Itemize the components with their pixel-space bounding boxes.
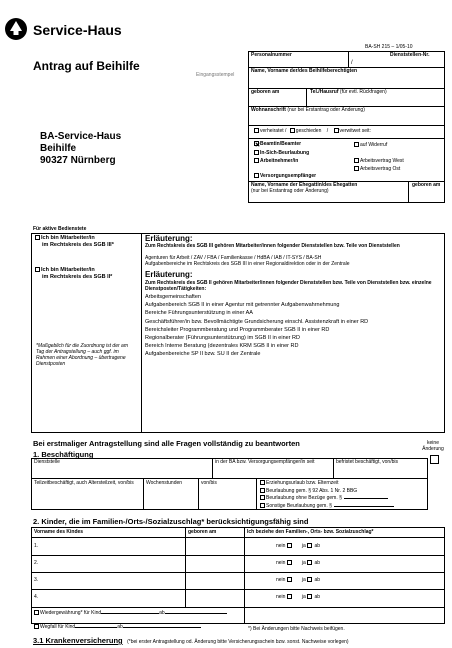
verheiratet-checkbox[interactable] bbox=[254, 128, 259, 133]
ja-label: ja bbox=[301, 594, 306, 600]
geschieden-checkbox[interactable] bbox=[290, 128, 295, 133]
child-zuschlag-options bbox=[276, 543, 320, 549]
tel-label[interactable]: Tel./Hausruf (für evtl. Rückfragen) bbox=[310, 89, 387, 95]
widerruf-checkbox[interactable] bbox=[354, 142, 359, 147]
arbeitnehmer-checkbox[interactable] bbox=[254, 158, 259, 163]
nein-label: nein bbox=[276, 594, 286, 600]
nein-checkbox[interactable] bbox=[287, 577, 292, 582]
arrow-logo-icon bbox=[5, 18, 27, 40]
erl1-title: Erläuterung: bbox=[145, 234, 193, 243]
ja-checkbox[interactable] bbox=[307, 594, 312, 599]
geboren-label[interactable]: geboren am bbox=[251, 89, 280, 95]
form-code: BA-SH 215 – 1/05-10 bbox=[365, 44, 413, 50]
ab-label: ab bbox=[314, 543, 321, 549]
wegfall-checkbox[interactable] bbox=[34, 624, 39, 629]
erl1-line: Agenturen für Arbeit / ZAV / FBA / Familienkasse / HdBA / IAB / IT-SYS / BA-SH bbox=[145, 255, 322, 261]
wegfall-row[interactable]: Wegfall für Kind ab bbox=[34, 624, 201, 630]
versorgung-checkbox[interactable] bbox=[254, 173, 259, 178]
nein-label: nein bbox=[276, 577, 286, 583]
child-row-number: 2. bbox=[34, 560, 39, 566]
brand-name: Service-Haus bbox=[33, 22, 122, 38]
erl2-line: Geschäftsführer/in bzw. Bevollmächtigte Grundsicherung einschl. Assistenzkraft in einer RD bbox=[145, 318, 369, 325]
address-line: BA-Service-Haus bbox=[40, 131, 122, 142]
verwitwet-checkbox[interactable] bbox=[334, 128, 339, 133]
vonbis-label[interactable]: von/bis bbox=[201, 480, 217, 486]
child-row-number: 1. bbox=[34, 543, 39, 549]
nein-checkbox[interactable] bbox=[287, 594, 292, 599]
wiedergewaehrung-row[interactable]: Wiedergewährung* für Kind ab bbox=[34, 610, 227, 616]
sgb2-option[interactable]: Ich bin Mitarbeiter/in im Rechtskreis des SGB II* bbox=[35, 267, 112, 280]
erl2-lines bbox=[145, 293, 440, 359]
option-checkbox[interactable] bbox=[260, 480, 265, 485]
erl2-title: Erläuterung: bbox=[145, 270, 193, 279]
nein-checkbox[interactable] bbox=[287, 560, 292, 565]
sonstige-option[interactable]: Sonstige Beurlaubung gem. § bbox=[260, 503, 394, 511]
keine-aenderung: keine Änderung bbox=[422, 440, 444, 452]
child-row-number: 4. bbox=[34, 594, 39, 600]
widerruf-option[interactable]: auf Widerruf bbox=[354, 142, 387, 148]
col-geboren: geboren am bbox=[188, 529, 217, 535]
arbeitsvertrag-ost-option[interactable]: Arbeitsvertrag Ost bbox=[354, 166, 400, 172]
dienststelle-label[interactable]: Dienststelle bbox=[34, 459, 60, 465]
child-zuschlag-options bbox=[276, 577, 320, 583]
col-zuschlag: Ich beziehe den Familien-, Orts- bzw. Sozialzuschlag* bbox=[247, 529, 374, 535]
erl1-line: Aufgabenbereiche im Rechtskreis des SGB III in einer Regionaldirektion oder in der Zentrale bbox=[145, 261, 350, 267]
ja-checkbox[interactable] bbox=[307, 577, 312, 582]
ehegatte-geboren-label[interactable]: geboren am bbox=[412, 182, 441, 188]
beurlaubung-options bbox=[260, 480, 394, 510]
ja-label: ja bbox=[301, 577, 306, 583]
ehegatte-label[interactable]: Name, Vorname der Ehegattin/des Ehegatten (nur bei Erstantrag oder Änderung) bbox=[251, 182, 358, 194]
section2-note: *) Bei Änderungen bitte Nachweis beifügen. bbox=[248, 626, 345, 632]
wohnanschrift-label[interactable]: Wohnanschrift (nur bei Erstantrag oder Änderung) bbox=[251, 107, 365, 113]
eingangsstempel: Eingangsstempel bbox=[196, 72, 235, 78]
erl2-bold: Zum Rechtskreis des SGB II gehören Mitarbeiter/innen folgender Dienststellen bzw. Teile von Dienststellen bzw. einzelne Dienstposten/Tätigkeiten: bbox=[145, 280, 432, 292]
section1-title: 1. Beschäftigung bbox=[33, 450, 94, 459]
address-line: Beihilfe bbox=[40, 143, 77, 154]
personalnummer-label: Personalnummer bbox=[251, 52, 292, 58]
ohne-bezuege-option[interactable]: Beurlaubung ohne Bezüge gem. § bbox=[260, 495, 394, 503]
logo bbox=[5, 18, 27, 40]
col-vorname: Vorname des Kindes bbox=[34, 529, 84, 535]
option-checkbox[interactable] bbox=[260, 503, 265, 508]
erl2-line: Bereiche Führungsunterstützung in einer AA bbox=[145, 310, 253, 317]
child-zuschlag-options bbox=[276, 594, 320, 600]
versorgung-option[interactable]: Versorgungsempfänger bbox=[254, 173, 316, 179]
sgb2-checkbox[interactable] bbox=[35, 267, 40, 272]
erl2-line: Arbeitsgemeinschaften bbox=[145, 294, 201, 300]
erl1-bold: Zum Rechtskreis des SGB III gehören Mitarbeiter/innen folgender Dienststellen bzw. Teile von Dienststellen bbox=[145, 243, 400, 249]
slash: / bbox=[351, 60, 353, 66]
sgb3-checkbox[interactable] bbox=[35, 235, 40, 240]
option-checkbox[interactable] bbox=[260, 495, 265, 500]
ja-checkbox[interactable] bbox=[307, 543, 312, 548]
beamtin-option[interactable]: Beamtin/Beamter bbox=[254, 141, 301, 147]
west-checkbox[interactable] bbox=[354, 158, 359, 163]
beamtin-checkbox[interactable] bbox=[254, 141, 259, 146]
ost-checkbox[interactable] bbox=[354, 166, 359, 171]
page-title: Antrag auf Beihilfe bbox=[33, 59, 140, 73]
ab-label: ab bbox=[314, 577, 321, 583]
erl2-line: Aufgabenbereich SGB II in einer Agentur mit getrennter Aufgabenwahrnehmung bbox=[145, 302, 340, 309]
ja-label: ja bbox=[301, 560, 306, 566]
ja-label: ja bbox=[301, 543, 306, 549]
in-sich-option[interactable]: In-Sich-Beurlaubung bbox=[254, 150, 309, 156]
sgb3-option[interactable]: Ich bin Mitarbeiter/in im Rechtskreis des SGB III* bbox=[35, 235, 114, 248]
nein-label: nein bbox=[276, 560, 286, 566]
erl2-line: Bereich Interne Beratung (dezentrales KRM SGB II in einer RD bbox=[145, 343, 299, 350]
name-label[interactable]: Name, Vorname der/des Beihilfeberechtigten bbox=[251, 68, 358, 74]
child-zuschlag-options bbox=[276, 560, 320, 566]
section2-title: 2. Kinder, die im Familien-/Orts-/Sozialzuschlag* berücksichtigungsfähig sind bbox=[33, 517, 309, 526]
beurlaubung-92-option[interactable]: Beurlaubung gem. § 92 Abs. 1 Nr. 2 BBG bbox=[260, 488, 394, 496]
address-block bbox=[40, 131, 121, 167]
child-row-number: 3. bbox=[34, 577, 39, 583]
arbeitsvertrag-west-option[interactable]: Arbeitsvertrag West bbox=[354, 158, 404, 164]
dienststellen-label: Dienststellen-Nr. bbox=[390, 52, 430, 58]
section3-title-row: 3.1 Krankenversicherung (*bei erster Antragstellung od. Änderung bitte Versicherungsschein bzw. sonst. Nachweise vorlegen) bbox=[33, 636, 349, 645]
befristet-label[interactable]: befristet beschäftigt, von/bis bbox=[336, 459, 398, 465]
erziehungsurlaub-option[interactable]: Erziehungsurlaub bzw. Elternzeit bbox=[260, 480, 394, 488]
option-checkbox[interactable] bbox=[260, 488, 265, 493]
aktive-footnote: *Maßgeblich für die Zuordnung ist der am Tag der Antragstellung – auch ggf. im Rahmen einer Abordnung – übertragene Dienstposten bbox=[36, 343, 128, 367]
in-sich-checkbox[interactable] bbox=[254, 150, 259, 155]
aktive-heading: Für aktive Bedienstete bbox=[33, 226, 87, 232]
erl1-lines bbox=[145, 255, 440, 267]
arbeitnehmer-option[interactable]: Arbeitnehmer/in bbox=[254, 158, 298, 164]
ab-label: ab bbox=[314, 560, 321, 566]
ja-checkbox[interactable] bbox=[307, 560, 312, 565]
keine-aenderung-checkbox[interactable] bbox=[430, 455, 439, 464]
erl2-line: Regionalberater (Führungsunterstützung) im SGB II in einer RD bbox=[145, 335, 300, 342]
section1-intro: Bei erstmaliger Antragstellung sind alle Fragen vollständig zu beantworten bbox=[33, 439, 300, 448]
nein-checkbox[interactable] bbox=[287, 543, 292, 548]
wiedergewaehrung-checkbox[interactable] bbox=[34, 610, 39, 615]
address-line: 90327 Nürnberg bbox=[40, 155, 116, 166]
teilzeit-label[interactable]: Teilzeitbeschäftigt, auch Altersteilzeit, von/bis bbox=[34, 480, 134, 486]
ab-label: ab bbox=[314, 594, 321, 600]
versorgung-seit-label[interactable]: in der BA bzw. Versorgungsempfänger/in seit bbox=[215, 459, 315, 465]
wochenstunden-label[interactable]: Wochenstunden bbox=[146, 480, 183, 486]
marital-row: verheiratet / geschieden / verwitwet seit: bbox=[254, 128, 371, 134]
erl2-line: Bereichsleiter Programmberatung und Programmberater SGB II in einer RD bbox=[145, 326, 330, 333]
erl2-line: Aufgabenbereiche SP II bzw. SU II der Zentrale bbox=[145, 351, 261, 358]
nein-label: nein bbox=[276, 543, 286, 549]
